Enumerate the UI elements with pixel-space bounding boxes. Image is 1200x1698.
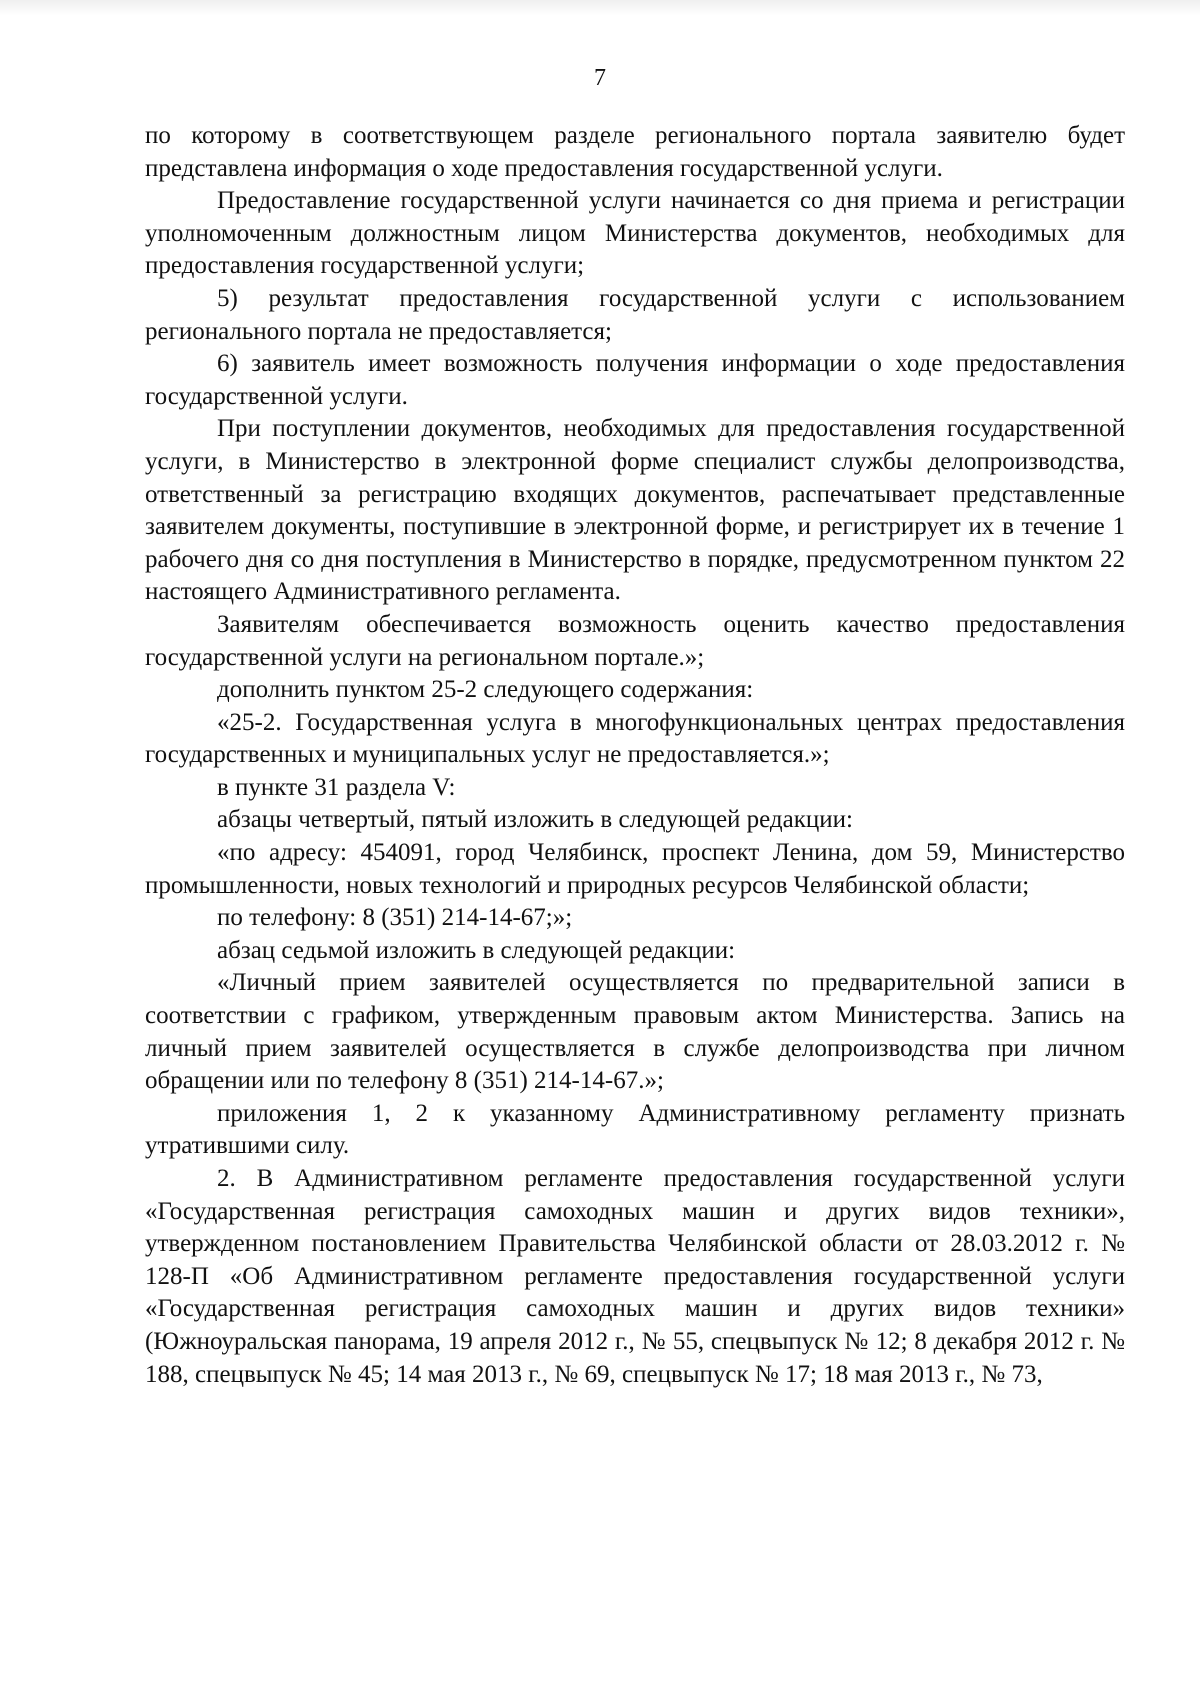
paragraph: Предоставление государственной услуги начинается со дня приема и регистрации уполномоченным должностным лицом Министерства документов, необходимых для предоставления государственной услуги; [145, 187, 1125, 280]
page-number: 7 [594, 65, 606, 91]
paragraph: дополнить пунктом 25-2 следующего содержания: [217, 676, 754, 704]
paragraph: в пункте 31 раздела V: [217, 773, 456, 801]
paragraph-item-25-2: «25-2. Государственная услуга в многофункциональных центрах предоставления государственных и муниципальных услуг не предоставляется.»; [145, 708, 1125, 769]
paragraph-item-6: 6) заявитель имеет возможность получения информации о ходе предоставления государственной услуги. [145, 350, 1125, 410]
paragraph: Заявителям обеспечивается возможность оценить качество предоставления государственной услуги на региональном портале.»; [145, 610, 1125, 671]
document-body [145, 120, 1125, 1391]
paragraph: приложения 1, 2 к указанному Административному регламенту признать утратившими силу. [145, 1099, 1125, 1160]
paragraph-address: «по адресу: 454091, город Челябинск, проспект Ленина, дом 59, Министерство промышленности, новых технологий и природных ресурсов Челябинской области; [145, 839, 1125, 899]
scan-edge-shadow [0, 0, 1200, 16]
paragraph-continuation: по которому в соответствующем разделе регионального портала заявителю будет представлена информация о ходе предоставления государственной услуги. [145, 122, 1125, 182]
paragraph: «Личный прием заявителей осуществляется по предварительной записи в соответствии с графиком, утвержденным правовым актом Министерства. Запись на личный прием заявителей осуществляется в службе делопроизводства при личном обращении или по телефону 8 (351) 214-14-67.»; [145, 969, 1125, 1095]
paragraph: абзацы четвертый, пятый изложить в следующей редакции: [217, 806, 853, 834]
paragraph-section-2: 2. В Административном регламенте предоставления государственной услуги «Государственная регистрация самоходных машин и других видов техники», утвержденном постановлением Правительства Челябинской области от 28.03.2012 г. № 128-П «Об Административном регламенте предоставления государственной услуги «Государственная регистрация самоходных машин и других видов техники» (Южноуральская панорама, 19 апреля 2012 г., № 55, спецвыпуск № 12; 8 декабря 2012 г. № 188, спецвыпуск № 45; 14 мая 2013 г., № 69, спецвыпуск № 17; 18 мая 2013 г., № 73, [145, 1165, 1125, 1388]
paragraph-item-5: 5) результат предоставления государственной услуги с использованием регионального портала не предоставляется; [145, 284, 1125, 345]
paragraph: При поступлении документов, необходимых для предоставления государственной услуги, в Министерство в электронной форме специалист службы делопроизводства, ответственный за регистрацию входящих документов, распечатывает представленные заявителем документы, поступившие в электронной форме, и регистрирует их в течение 1 рабочего дня со дня поступления в Министерство в порядке, предусмотренном пунктом 22 настоящего Административного регламента. [145, 415, 1125, 606]
paragraph: абзац седьмой изложить в следующей редакции: [217, 936, 736, 964]
paragraph-phone: по телефону: 8 (351) 214-14-67;»; [217, 904, 573, 932]
